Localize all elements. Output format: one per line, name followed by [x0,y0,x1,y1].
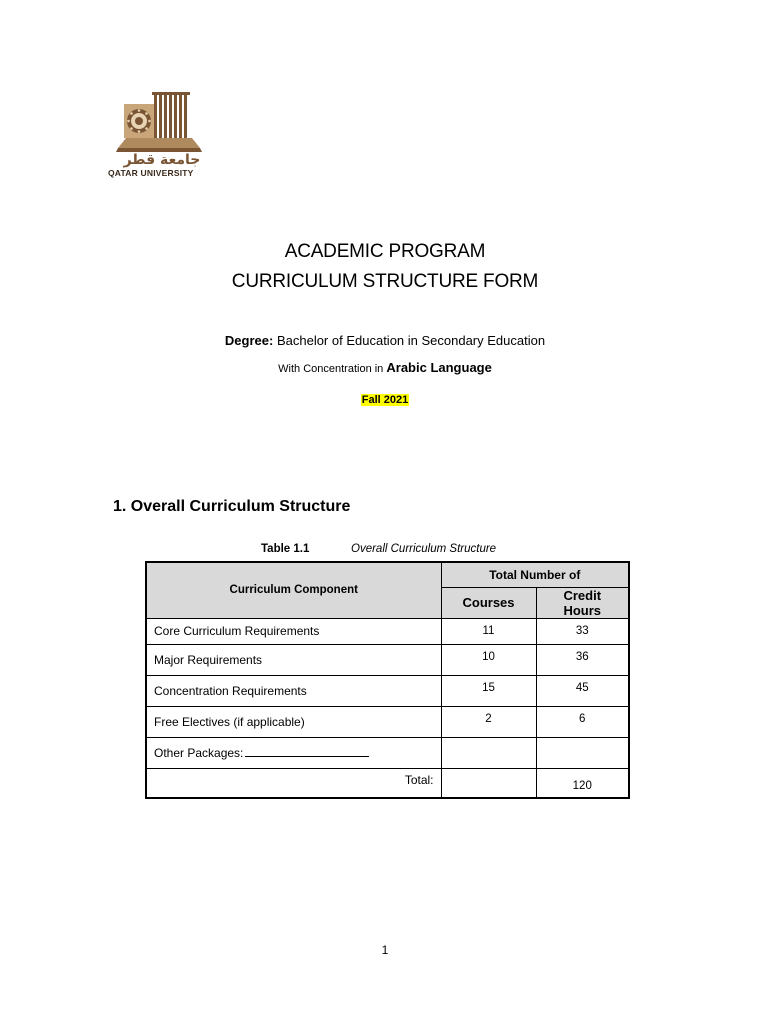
row-courses: 15 [441,675,536,706]
row-courses: 2 [441,706,536,737]
table-caption-title: Overall Curriculum Structure [351,543,497,555]
logo-english-text: QATAR UNIVERSITY [108,168,194,178]
curriculum-table [145,561,630,799]
degree-value: Bachelor of Education in Secondary Education [276,333,546,348]
other-packages-cell [146,737,441,768]
row-courses: 11 [441,618,536,644]
other-packages-label: Other Packages: [154,746,244,760]
total-courses [441,768,536,798]
table-row [146,737,629,768]
table-row [146,675,629,706]
concentration-value: Arabic Language [386,360,492,375]
degree-label: Degree: [224,333,274,348]
term-badge: Fall 2021 [361,394,409,406]
concentration-prefix: With Concentration in [278,363,384,375]
page-number: 1 [381,943,389,957]
table-caption-number: Table 1.1 [261,543,310,555]
total-credits: 120 [536,768,629,798]
row-credits: 33 [536,618,629,644]
total-label: Total: [146,768,441,798]
header-courses: Courses [441,587,536,618]
row-component: Major Requirements [146,644,441,675]
qatar-university-logo [108,92,208,180]
row-component: Free Electives (if applicable) [146,706,441,737]
row-component: Core Curriculum Requirements [146,618,441,644]
header-credit-hours: Credit Hours [536,587,629,618]
page-title-line-2: CURRICULUM STRUCTURE FORM [231,271,539,292]
concentration-line [0,360,770,375]
table-row [146,618,629,644]
logo-arabic-text: جامعة قطر [123,152,201,168]
table-row [146,644,629,675]
row-credits: 36 [536,644,629,675]
other-packages-blank [245,745,369,757]
term-line [0,394,770,406]
row-credits: 45 [536,675,629,706]
row-credits: 6 [536,706,629,737]
other-packages-credits [536,737,629,768]
degree-line [0,333,770,348]
row-courses: 10 [441,644,536,675]
table-row [146,706,629,737]
row-component: Concentration Requirements [146,675,441,706]
section-heading: 1. Overall Curriculum Structure [113,498,351,515]
header-curriculum-component: Curriculum Component [146,562,441,618]
other-packages-courses [441,737,536,768]
page-title-line-1: ACADEMIC PROGRAM [284,241,486,262]
total-row [146,768,629,798]
header-total-number: Total Number of [441,562,629,587]
